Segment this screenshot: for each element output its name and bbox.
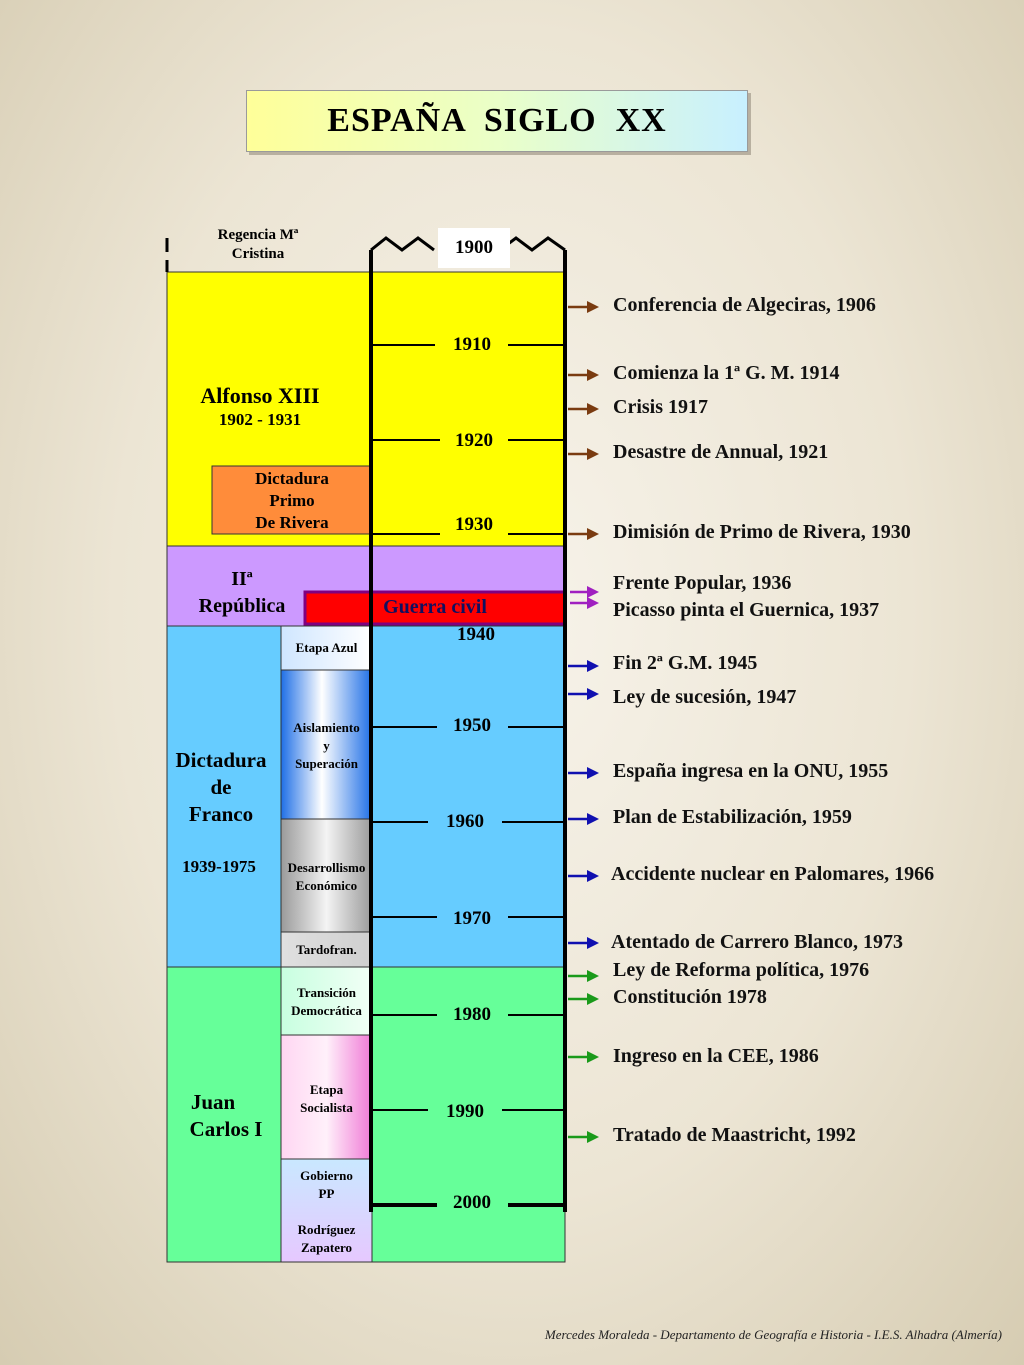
primo-line-2: Primo xyxy=(269,491,315,510)
aislamiento-line-2: y xyxy=(323,738,330,753)
event-arrow-head xyxy=(587,688,599,700)
aislamiento-label xyxy=(281,719,372,773)
event-guernica: Picasso pinta el Guernica, 1937 xyxy=(613,599,880,621)
event-arrow-head xyxy=(587,813,599,825)
desarrollismo-label xyxy=(278,859,375,895)
event-arrow-head xyxy=(587,369,599,381)
event-arrow-head xyxy=(587,1131,599,1143)
juan-carlos-line-1: Juan xyxy=(190,1090,236,1114)
socialista-label xyxy=(281,1081,372,1117)
year-1960: 1960 xyxy=(446,811,484,832)
event-arrow-head xyxy=(587,1051,599,1063)
republica-line-1: IIª xyxy=(231,568,253,590)
year-1920: 1920 xyxy=(455,430,493,451)
year-1990: 1990 xyxy=(446,1101,484,1122)
aislamiento-line-1: Aislamiento xyxy=(293,720,360,735)
primo-line-3: De Rivera xyxy=(255,513,329,532)
event-cee: Ingreso en la CEE, 1986 xyxy=(613,1045,819,1067)
event-arrow-head xyxy=(587,301,599,313)
footer-credit: Mercedes Moraleda - Departamento de Geografía e Historia - I.E.S. Alhadra (Almería) xyxy=(544,1327,1002,1342)
socialista-line-1: Etapa xyxy=(309,1082,344,1097)
event-arrow-head xyxy=(587,870,599,882)
franco-line-1: Dictadura xyxy=(175,748,267,772)
regencia-line-1: Regencia Mª xyxy=(217,227,299,243)
event-fin-gm2: Fin 2ª G.M. 1945 xyxy=(613,652,758,674)
desarrollismo-line-2: Económico xyxy=(295,878,358,893)
pp-spacer xyxy=(281,1203,372,1221)
republica-label xyxy=(167,566,317,620)
alfonso-dates: 1902 - 1931 xyxy=(218,410,302,429)
year-1970: 1970 xyxy=(453,908,491,929)
franco-dates: 1939-1975 xyxy=(182,857,256,876)
event-arrow-head xyxy=(587,993,599,1005)
aislamiento-line-3: Superación xyxy=(295,756,358,771)
year-1930: 1930 xyxy=(455,514,493,535)
guerra-civil-label: Guerra civil xyxy=(383,596,487,618)
year-1910: 1910 xyxy=(453,334,491,355)
zigzag-left xyxy=(371,238,434,250)
pp-line-4: Rodríguez xyxy=(297,1222,356,1237)
juan-carlos-line-2: Carlos I xyxy=(189,1117,263,1141)
event-arrow-head xyxy=(587,528,599,540)
event-carrero-blanco: Atentado de Carrero Blanco, 1973 xyxy=(611,931,904,953)
transicion-line-2: Democrática xyxy=(291,1003,362,1018)
event-arrow-head xyxy=(587,937,599,949)
franco-line-2: de xyxy=(210,775,232,799)
transicion-label xyxy=(281,984,372,1020)
event-arrow-head xyxy=(587,660,599,672)
event-palomares: Accidente nuclear en Palomares, 1966 xyxy=(611,863,935,885)
pp-line-1: Gobierno xyxy=(300,1168,353,1183)
event-dimision-primo: Dimisión de Primo de Rivera, 1930 xyxy=(613,521,911,543)
pp-label xyxy=(281,1167,372,1257)
alfonso-name: Alfonso XIII xyxy=(200,383,320,408)
event-crisis-1917: Crisis 1917 xyxy=(613,396,708,418)
year-1980: 1980 xyxy=(453,1004,491,1025)
event-plan-estabilizacion: Plan de Estabilización, 1959 xyxy=(613,806,852,828)
event-frente-popular: Frente Popular, 1936 xyxy=(613,572,792,594)
primo-label xyxy=(212,468,372,534)
juan-carlos-label xyxy=(167,1089,285,1143)
desarrollismo-line-1: Desarrollismo xyxy=(287,860,366,875)
franco-line-3: Franco xyxy=(188,802,254,826)
event-arrow-head xyxy=(587,403,599,415)
tardofran-label: Tardofran. xyxy=(296,942,357,957)
year-2000: 2000 xyxy=(453,1192,491,1213)
event-constitucion: Constitución 1978 xyxy=(613,986,767,1008)
event-arrows xyxy=(568,301,599,1143)
event-arrow-head xyxy=(587,586,599,598)
primo-line-1: Dictadura xyxy=(255,469,329,488)
event-algeciras: Conferencia de Algeciras, 1906 xyxy=(613,294,876,316)
pp-line-2: PP xyxy=(318,1186,335,1201)
title-text: ESPAÑA SIGLO XX xyxy=(327,102,667,139)
event-arrow-head xyxy=(587,448,599,460)
event-arrow-head xyxy=(587,767,599,779)
year-1950: 1950 xyxy=(453,715,491,736)
year-1940: 1940 xyxy=(457,624,495,645)
regencia-line-2: Cristina xyxy=(231,246,285,262)
socialista-line-2: Socialista xyxy=(300,1100,353,1115)
year-1900: 1900 xyxy=(455,237,493,258)
franco-label xyxy=(167,747,275,828)
event-reforma-politica: Ley de Reforma política, 1976 xyxy=(613,959,870,981)
transicion-line-1: Transición xyxy=(297,985,356,1000)
event-ley-sucesion: Ley de sucesión, 1947 xyxy=(613,686,797,708)
republica-line-2: República xyxy=(198,595,286,617)
event-gm1: Comienza la 1ª G. M. 1914 xyxy=(613,362,840,384)
event-maastricht: Tratado de Maastricht, 1992 xyxy=(613,1124,856,1146)
regencia-label xyxy=(198,226,318,264)
event-arrow-head xyxy=(587,970,599,982)
event-arrow-head xyxy=(587,597,599,609)
event-onu: España ingresa en la ONU, 1955 xyxy=(613,760,889,782)
pp-line-5: Zapatero xyxy=(300,1240,353,1255)
event-annual: Desastre de Annual, 1921 xyxy=(613,441,829,463)
etapa-azul-label: Etapa Azul xyxy=(295,640,358,655)
